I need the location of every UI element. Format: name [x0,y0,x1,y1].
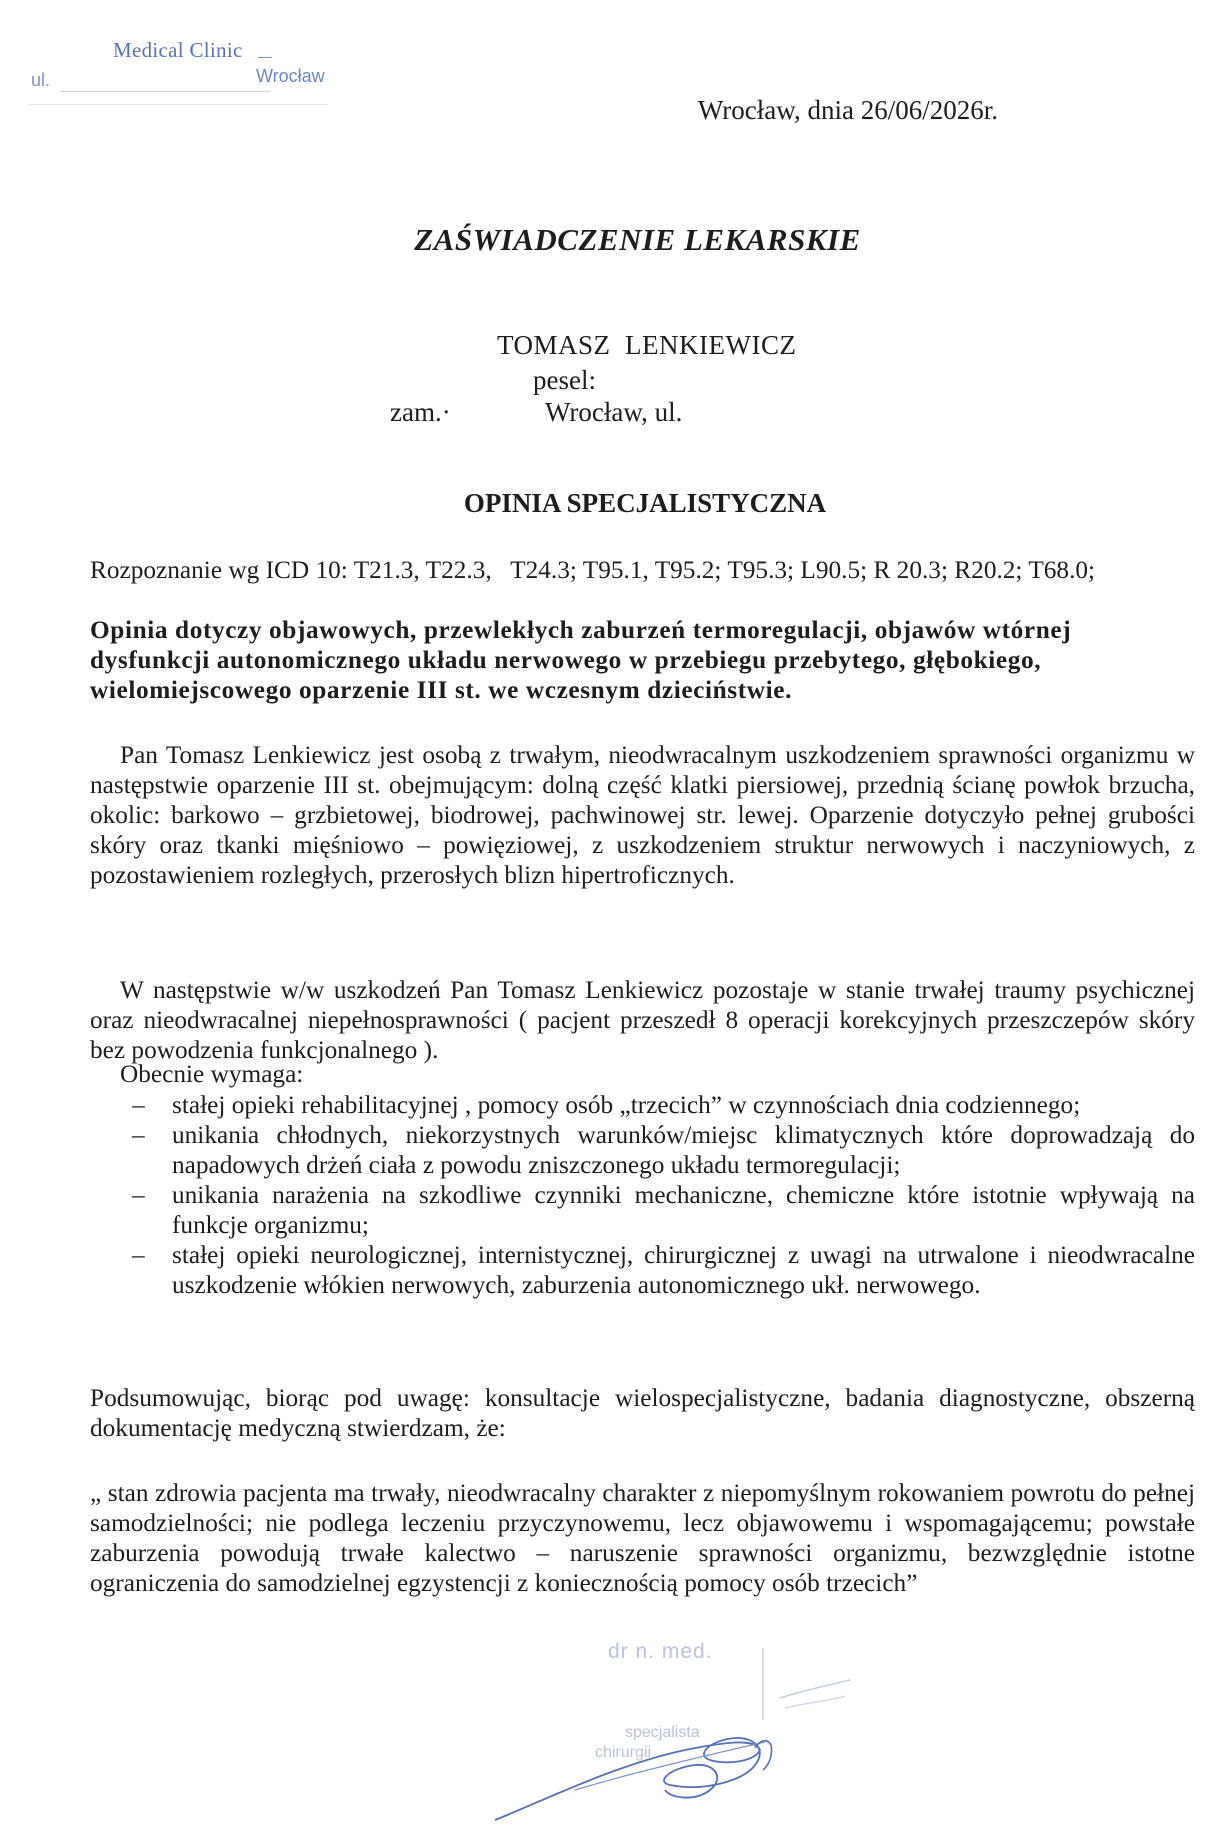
requirement-text: stałej opieki neurologicznej, internistycznej, chirurgicznej z uwagi na utrwalone i nieodwracalne uszkodzenie włókien nerwowych, zaburzenia autonomicznego ukł. nerwowego. [172,1241,1195,1299]
opinion-title: OPINIA SPECJALISTYCZNA [463,488,827,518]
clinic-street-label: ul. [31,70,51,90]
list-dash: – [132,1091,145,1119]
paragraph-text: W następstwie w/w uszkodzeń Pan Tomasz Lenkiewicz pozostaje w stanie trwałej traumy psychicznej oraz nieodwracalnej niepełnosprawności ( pacjent przeszedł 8 operacji korekcyjnych przeszczepów skóry bez powodzenia funkcjonalnego ). [90,976,1195,1064]
document-title: ZAŚWIADCZENIE LEKARSKIE [414,222,861,257]
clinic-name: Medical Clinic [113,38,243,62]
requirements-list [90,1090,1195,1300]
stamp-line: chirurgii [595,1744,652,1761]
list-item [90,1180,1195,1240]
conclusion-quote: „ stan zdrowia pacjenta ma trwały, nieodwracalny charakter z niepomyślnym rokowaniem powrotu do pełnej samodzielności; nie podlega leczeniu przyczynowemu, lecz objawowemu i wspomagającemu; powstałe zaburzenia powodują trwałe kalectwo – naruszenie sprawności organizmu, bezwzględnie istotne ograniczenia do samodzielnej egzystencji z koniecznością pomocy osób trzecich” [90,1479,1195,1597]
document-date: Wrocław, dnia 26/06/2026r. [697,95,998,125]
summing-up-paragraph: Podsumowując, biorąc pod uwagę: konsultacje wielospecjalistyczne, badania diagnostyczne, obszerną dokumentację medyczną stwierdzam, że: [90,1384,1195,1442]
clinic-city: Wrocław [256,66,325,86]
patient-address: Wrocław, ul. [545,397,683,427]
paragraph-consequences [90,975,1195,1065]
list-item [90,1090,1195,1120]
pesel-label: pesel: [533,365,596,395]
requirement-text: unikania narażenia na szkodliwe czynniki mechaniczne, chemiczne które istotnie wpływają na funkcje organizmu; [172,1181,1195,1239]
list-dash: – [132,1181,145,1209]
list-dash: – [132,1241,145,1269]
diagnosis-line: Rozpoznanie wg ICD 10: T21.3, T22.3, T24.3; T95.1, T95.2; T95.3; L90.5; R 20.3; R20.2; T68.0; [90,556,1096,584]
list-dash: – [132,1121,145,1149]
requirements-label: Obecnie wymaga: [120,1060,304,1088]
letterhead-faint-line [60,91,270,92]
stamp-line: dr n. med. [608,1640,713,1663]
address-label: zam.· [390,397,451,427]
requirement-text: unikania chłodnych, niekorzystnych warunków/miejsc klimatycznych które doprowadzają do napadowych drżeń ciała z powodu zniszczonego układu termoregulacji; [172,1121,1195,1179]
opinion-summary: Opinia dotyczy objawowych, przewlekłych zaburzeń termoregulacji, objawów wtórnej dysfunkcji autonomicznego układu nerwowego w przebiegu przebytego, głębokiego, wielomiejscowego oparzenie III st. we wczesnym dzieciństwie. [90,616,1072,704]
letterhead-dash [258,57,272,58]
stamp-line: specjalista [625,1724,700,1741]
paragraph-injury-description [90,740,1195,890]
list-item [90,1120,1195,1180]
list-item [90,1240,1195,1300]
stamp-and-signature [455,1640,875,1830]
paragraph-text: Pan Tomasz Lenkiewicz jest osobą z trwałym, nieodwracalnym uszkodzeniem sprawności organizmu w następstwie oparzenie III st. obejmującym: dolną część klatki piersiowej, przednią ścianę powłok brzucha, okolic: barkowo – grzbietowej, biodrowej, pachwinowej str. lewej. Oparzenie dotyczyło pełnej grubości skóry oraz tkanki mięśniowo – powięziowej, z uszkodzeniem struktur nerwowych i naczyniowych, z pozostawieniem rozległych, przerosłych blizn hipertroficznych. [90,741,1195,889]
handwritten-signature-icon [455,1640,875,1830]
patient-name: TOMASZ LENKIEWICZ [497,330,797,360]
requirement-text: stałej opieki rehabilitacyjnej , pomocy osób „trzecich” w czynnościach dnia codziennego; [172,1091,1081,1119]
